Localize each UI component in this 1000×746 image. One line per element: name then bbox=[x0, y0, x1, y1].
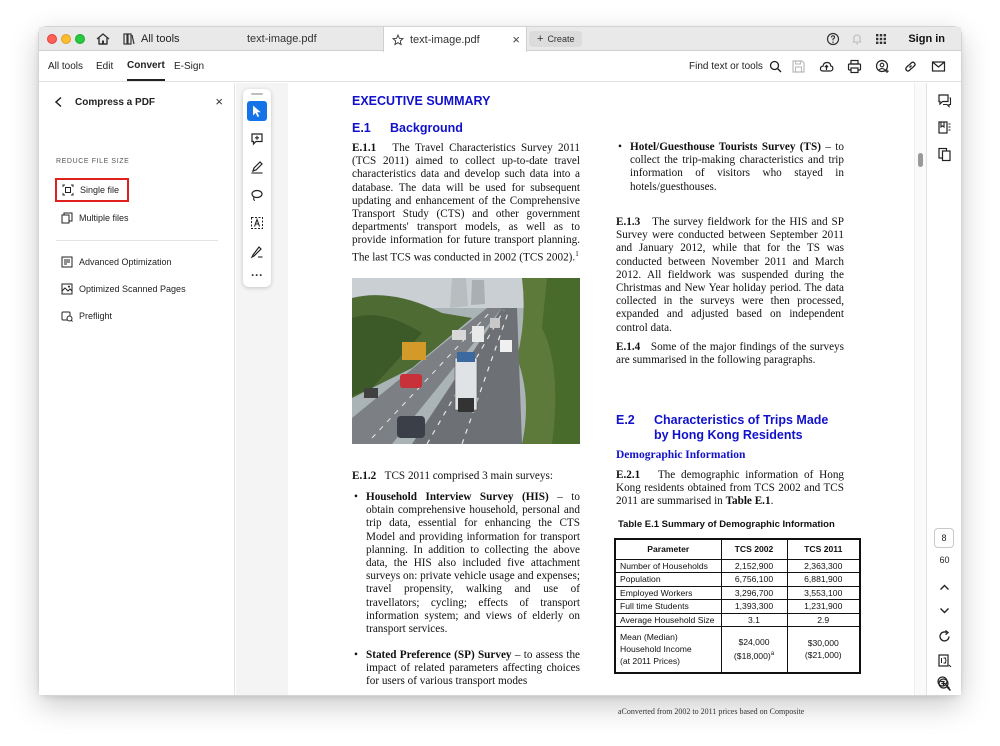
link-icon[interactable] bbox=[903, 59, 918, 74]
bullet-title: Hotel/Guesthouse Tourists Survey (TS) bbox=[630, 141, 821, 153]
bullet-text: – to collect the trip-making characteristics and trip information of visitors who stayed in hotels/guesthouses. bbox=[630, 141, 845, 193]
table-cell: 6,881,900 bbox=[787, 573, 860, 587]
apps-grid-icon[interactable] bbox=[874, 32, 888, 46]
plus-icon: + bbox=[537, 33, 544, 45]
highway-photo-image bbox=[352, 278, 580, 444]
table-cell: Population bbox=[615, 573, 721, 587]
table-cell: 1,231,900 bbox=[787, 600, 860, 614]
table-cell: Number of Households bbox=[615, 559, 721, 573]
footnote-marker: 1 bbox=[575, 249, 579, 258]
table-cell bbox=[615, 627, 721, 673]
paragraph-number: E.1.1 bbox=[352, 142, 377, 154]
bullet-title: Stated Preference (SP) Survey bbox=[366, 649, 512, 661]
select-tool-button[interactable] bbox=[247, 101, 267, 121]
table-cell: 3,553,100 bbox=[787, 586, 860, 600]
table-cell: Average Household Size bbox=[615, 613, 721, 627]
advanced-optimization-label: Advanced Optimization bbox=[79, 257, 172, 267]
paragraph-number: E.2.1 bbox=[616, 469, 641, 481]
tab-label: text-image.pdf bbox=[410, 33, 480, 46]
table-cell bbox=[787, 627, 860, 673]
preflight-icon bbox=[61, 310, 73, 322]
app-window bbox=[39, 27, 961, 716]
tab-document-2[interactable] bbox=[383, 27, 527, 52]
table-row bbox=[615, 573, 860, 587]
minimize-window-button[interactable] bbox=[61, 34, 71, 44]
multiple-files-option[interactable] bbox=[61, 209, 129, 227]
menu-e-sign[interactable]: E-Sign bbox=[174, 61, 205, 72]
income-value-line: ($18,000) bbox=[733, 651, 771, 662]
table-cell: 1,393,300 bbox=[721, 600, 787, 614]
rotate-icon[interactable] bbox=[937, 629, 952, 644]
page-thumbnails-icon[interactable] bbox=[937, 147, 952, 162]
total-pages: 60 bbox=[939, 555, 950, 565]
section-number: E.1 bbox=[352, 121, 371, 135]
print-icon[interactable] bbox=[847, 59, 862, 74]
zoom-out-icon[interactable] bbox=[936, 675, 951, 690]
compress-multiple-files-icon bbox=[61, 212, 73, 224]
preflight-label: Preflight bbox=[79, 311, 113, 321]
table-reference: Table E.1 bbox=[725, 495, 771, 508]
page-scrollbar[interactable] bbox=[914, 83, 926, 695]
tab-bar bbox=[39, 27, 961, 51]
toolbar-drag-handle[interactable] bbox=[251, 93, 263, 95]
paragraph-text: Some of the major findings of the surveys are summarised in the following paragraphs. bbox=[616, 341, 845, 367]
menu-convert[interactable]: Convert bbox=[127, 52, 165, 81]
table-row bbox=[615, 559, 860, 573]
sign-in-button[interactable]: Sign in bbox=[908, 33, 945, 45]
panel-header bbox=[53, 93, 223, 111]
paragraph-number: E.1.3 bbox=[616, 216, 641, 228]
table-header-cell: Parameter bbox=[615, 539, 721, 559]
paragraph-text: The Travel Characteristics Survey 2011 (TCS 2011) aimed to collect up-to-date travel characteristics data and develop such data into a database. The data will be used for subsequent updating and enhancement of the Comprehensive Transport Study (CTS) and other government departments' transport models, as well as to provide information for future transport planning. The last TCS was conducted in 2002 (TCS 2002). bbox=[352, 142, 580, 264]
scrollbar-thumb[interactable] bbox=[918, 153, 923, 167]
table-header-cell: TCS 2011 bbox=[787, 539, 860, 559]
optimized-scanned-pages-label: Optimized Scanned Pages bbox=[79, 284, 186, 294]
paragraph-number: E.1.2 bbox=[352, 470, 377, 482]
pen-icon bbox=[250, 160, 264, 174]
bullet-text: – to obtain comprehensive household, personal and trip data, essential for enhancing the CTS Model and providing information for transport planning. In addition to collecting the above data, the HIS also included five attachment surveys on: private vehicle usage and expenses; travel propensity, walking and use of travellators; cycling; effects of transport information system; and views of elderly on transport services. bbox=[366, 491, 581, 636]
bullet-ts bbox=[618, 141, 845, 194]
table-header-row bbox=[615, 539, 860, 559]
draw-tool-button[interactable] bbox=[247, 185, 267, 205]
highlight-tool-button[interactable] bbox=[247, 157, 267, 177]
table-row-income bbox=[615, 627, 860, 673]
footnote-marker: a bbox=[770, 651, 775, 658]
table-cell: 3,296,700 bbox=[721, 586, 787, 600]
tabbar-right-controls bbox=[826, 27, 961, 51]
bullet-text: – to assess the impact of related parameters affecting choices for users of various transport modes bbox=[366, 649, 581, 688]
all-tools-tab-label: All tools bbox=[141, 33, 180, 45]
bullet-dot: • bbox=[354, 491, 358, 503]
upload-cloud-icon[interactable] bbox=[819, 59, 834, 74]
close-panel-icon[interactable]: × bbox=[215, 94, 223, 109]
next-page-chevron-down-icon[interactable] bbox=[937, 603, 952, 618]
comments-panel-icon[interactable] bbox=[937, 93, 952, 108]
comment-add-icon bbox=[250, 132, 264, 146]
income-value-line: ($21,000) bbox=[804, 650, 842, 661]
close-tab-icon[interactable]: × bbox=[512, 32, 520, 47]
all-tools-tab[interactable] bbox=[123, 27, 180, 51]
compress-file-icon bbox=[62, 184, 74, 196]
income-label-line: Mean (Median) bbox=[620, 632, 678, 643]
table-cell: 2,363,300 bbox=[787, 559, 860, 573]
bullet-sp bbox=[354, 649, 581, 689]
panel-divider bbox=[56, 240, 218, 241]
multiple-files-label: Multiple files bbox=[79, 213, 129, 223]
section-title-line-1: Characteristics of Trips Made bbox=[654, 413, 829, 427]
paragraph-e21 bbox=[616, 469, 844, 509]
lasso-draw-icon bbox=[250, 188, 264, 202]
executive-summary-heading: EXECUTIVE SUMMARY bbox=[352, 94, 491, 108]
previous-page-chevron-up-icon[interactable] bbox=[937, 580, 952, 595]
section-number: E.2 bbox=[616, 413, 635, 427]
text-recognition-button[interactable] bbox=[247, 213, 267, 233]
create-button[interactable] bbox=[529, 31, 582, 47]
table-title: Table E.1 Summary of Demographic Information bbox=[618, 519, 835, 530]
quick-tools-toolbar bbox=[243, 89, 271, 287]
panel-title: Compress a PDF bbox=[75, 96, 156, 108]
table-cell: 2,152,900 bbox=[721, 559, 787, 573]
paragraph-text: The demographic information of Hong Kong residents obtained from TCS 2002 and TCS 2011 are summarised in bbox=[616, 469, 845, 508]
section-label: REDUCE FILE SIZE bbox=[56, 158, 130, 165]
find-text-or-tools[interactable] bbox=[689, 52, 782, 81]
email-icon[interactable] bbox=[931, 59, 946, 74]
back-arrow-icon[interactable] bbox=[53, 96, 65, 108]
paragraph-text: The survey fieldwork for the HIS and SP Survey were conducted between September 2011 and January 2012, while that for the TS was conducted between November 2011 and March 2012. All fieldwork was suspended during the Christmas and New Year holiday period. The data collected in the surveys were then processed, expanded and adjusted based on independent control data. bbox=[616, 216, 844, 334]
find-label: Find text or tools bbox=[689, 61, 763, 72]
table-footnote: aConverted from 2002 to 2011 prices based on Composite bbox=[618, 707, 805, 716]
table-header-cell: TCS 2002 bbox=[721, 539, 787, 559]
fountain-pen-icon bbox=[250, 244, 264, 258]
demographic-table bbox=[614, 538, 861, 674]
tools-icon bbox=[123, 33, 135, 45]
sign-tool-button[interactable] bbox=[247, 241, 267, 261]
paragraph-number: E.1.4 bbox=[616, 341, 641, 353]
create-label: Create bbox=[547, 34, 575, 44]
optimized-scanned-pages-option[interactable] bbox=[61, 280, 186, 298]
demographic-info-heading: Demographic Information bbox=[616, 449, 746, 461]
bullet-dot: • bbox=[354, 649, 358, 661]
pdf-page bbox=[288, 83, 914, 716]
fit-page-icon[interactable] bbox=[937, 653, 952, 668]
table-cell: Full time Students bbox=[615, 600, 721, 614]
paragraph-e12 bbox=[352, 470, 580, 483]
bullet-his bbox=[354, 491, 581, 636]
table-cell: 2.9 bbox=[787, 613, 860, 627]
add-comment-button[interactable] bbox=[247, 129, 267, 149]
more-tools-icon[interactable]: ··· bbox=[251, 268, 263, 282]
menu-edit[interactable]: Edit bbox=[96, 61, 114, 72]
paragraph-end: . bbox=[770, 495, 774, 508]
paragraph-e14 bbox=[616, 341, 844, 367]
menu-bar-actions bbox=[791, 59, 946, 74]
bullet-title: Household Interview Survey (HIS) bbox=[366, 491, 549, 503]
table-cell: Employed Workers bbox=[615, 586, 721, 600]
table-row bbox=[615, 600, 860, 614]
bookmarks-panel-icon[interactable] bbox=[937, 120, 952, 135]
star-icon[interactable] bbox=[392, 34, 404, 46]
notifications-bell-icon[interactable] bbox=[850, 32, 864, 46]
search-icon bbox=[769, 60, 782, 73]
income-label-line: (at 2011 Prices) bbox=[620, 656, 681, 667]
home-icon[interactable] bbox=[95, 31, 111, 47]
table-cell: 6,756,100 bbox=[721, 573, 787, 587]
section-title-line-2: by Hong Kong Residents bbox=[654, 428, 803, 442]
close-window-button[interactable] bbox=[47, 34, 57, 44]
advanced-optimization-icon bbox=[61, 256, 73, 268]
income-value-line: $24,000 bbox=[738, 637, 770, 648]
share-with-people-icon[interactable] bbox=[875, 59, 890, 74]
preflight-option[interactable] bbox=[61, 307, 112, 325]
advanced-optimization-option[interactable] bbox=[61, 253, 172, 271]
menu-all-tools[interactable]: All tools bbox=[48, 61, 84, 72]
maximize-window-button[interactable] bbox=[75, 34, 85, 44]
table-row bbox=[615, 586, 860, 600]
tab-document-1[interactable] bbox=[239, 27, 383, 51]
table-cell bbox=[721, 627, 787, 673]
menu-bar bbox=[39, 52, 961, 82]
section-title: Background bbox=[390, 121, 463, 135]
paragraph-text: TCS 2011 comprised 3 main surveys: bbox=[384, 470, 553, 482]
document-viewer[interactable] bbox=[236, 83, 926, 716]
section-e2-heading bbox=[616, 413, 828, 443]
tab-label: text-image.pdf bbox=[247, 33, 317, 45]
help-icon[interactable] bbox=[826, 32, 840, 46]
highway-photo bbox=[352, 278, 580, 444]
current-page-input[interactable]: 8 bbox=[934, 528, 954, 548]
single-file-option[interactable] bbox=[55, 178, 129, 202]
paragraph-e11 bbox=[352, 142, 580, 265]
table-row bbox=[615, 613, 860, 627]
income-label-line: Household Income bbox=[620, 644, 692, 655]
table-cell: 3.1 bbox=[721, 613, 787, 627]
right-rail bbox=[926, 83, 961, 695]
scanned-pages-icon bbox=[61, 283, 73, 295]
text-box-icon bbox=[250, 216, 264, 230]
section-e1-heading bbox=[352, 121, 463, 135]
single-file-label: Single file bbox=[80, 185, 120, 195]
cursor-arrow-icon bbox=[250, 104, 264, 118]
save-icon[interactable] bbox=[791, 59, 806, 74]
paragraph-e13 bbox=[616, 216, 844, 335]
compress-pdf-panel bbox=[39, 83, 235, 695]
income-value-line: $30,000 bbox=[807, 638, 839, 649]
bullet-dot: • bbox=[618, 141, 622, 153]
